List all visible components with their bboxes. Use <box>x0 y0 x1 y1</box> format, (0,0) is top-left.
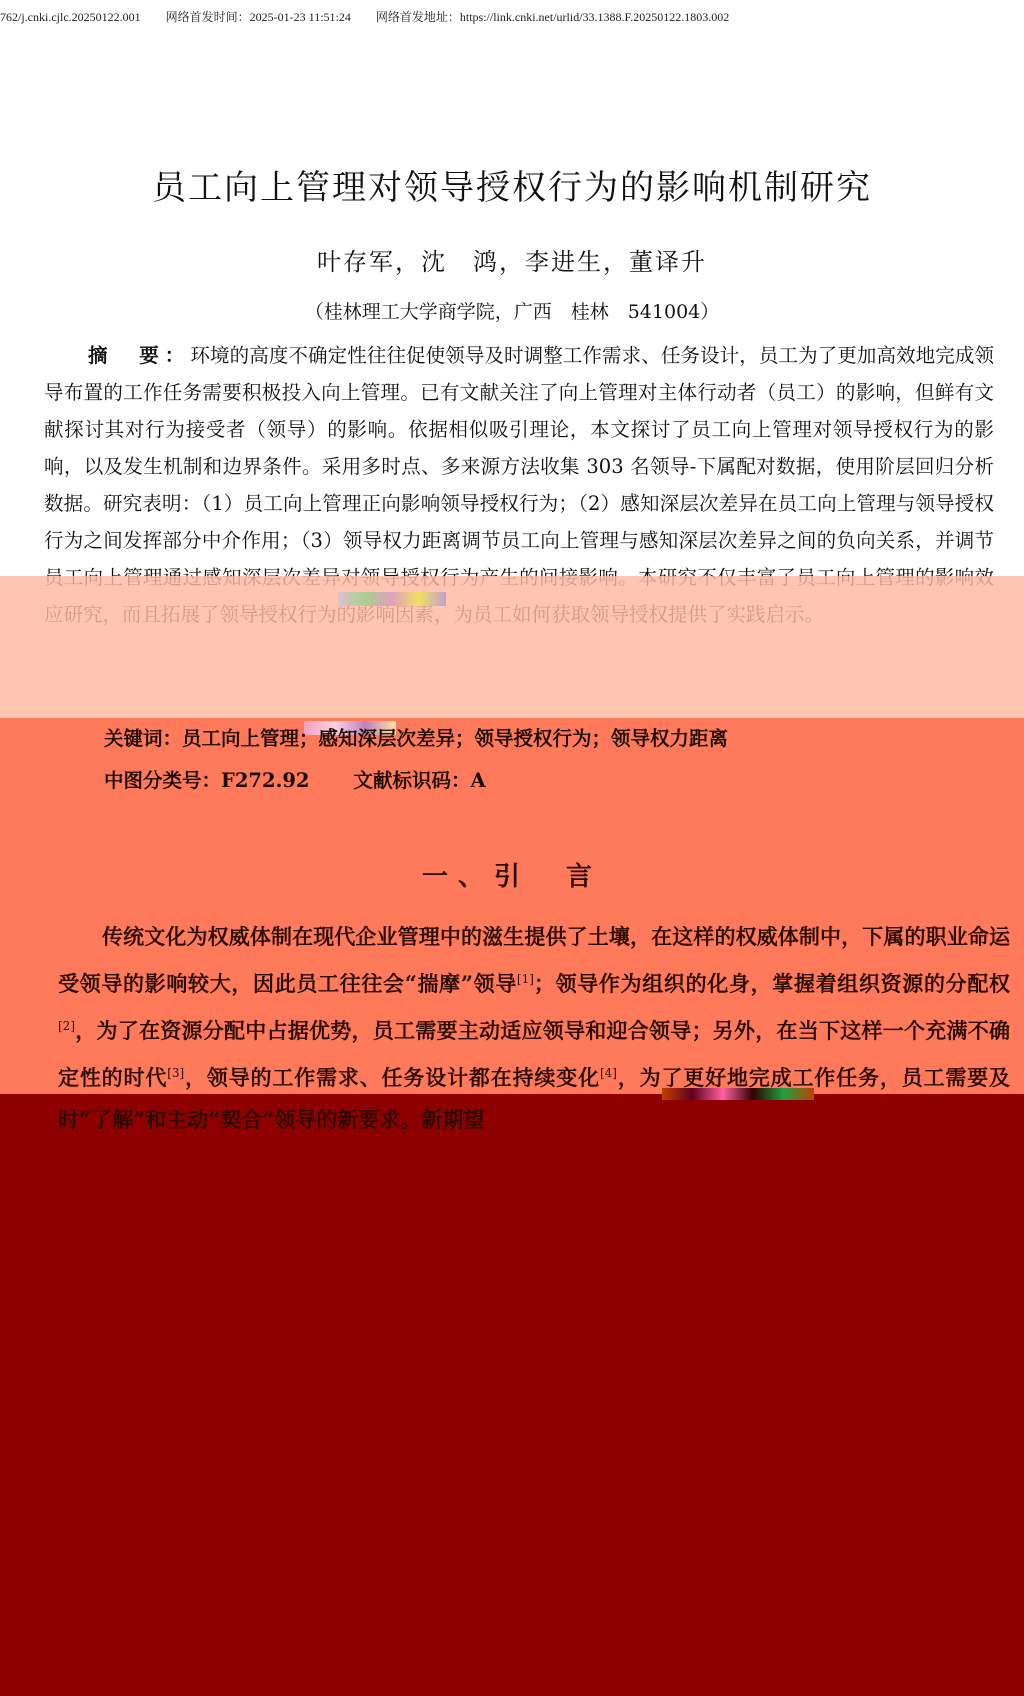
abstract-text: 环境的高度不确定性往往促使领导及时调整工作需求、任务设计，员工为了更加高效地完成领导布置的工作任务需要积极投入向上管理。已有文献关注了向上管理对主体行动者（员工）的影响，但鲜有文献探讨其对行为接受者（领导）的影响。依据相似吸引理论，本文探讨了员工向上管理对领导授权行为的影响，以及发生机制和边界条件。采用多时点、多来源方法收集 303 名领导-下属配对数据，使用阶层回归分析数据。研究表明：（1）员工向上管理正向影响领导授权行为；（2）感知深层次差异在员工向上管理与领导授权行为之间发挥部分中介作用；（3）领导权力距离调节员工向上管理与感知深层次差异之间的负向关系，并调节 <box>44 344 994 552</box>
keywords-label: 关键词： <box>104 727 183 750</box>
intro-text-5: ，为了更好地完成工作任务，员工需要及时“了解”和主动“契合”领导的新要求。新期望 <box>58 1065 1011 1132</box>
clc-value: F272.92 <box>221 769 310 792</box>
clc-label: 中图分类号： <box>104 769 222 792</box>
citation-2: [2] <box>58 1019 75 1033</box>
pub-info-header <box>0 8 1024 28</box>
paper-title: 员工向上管理对领导授权行为的影响机制研究 <box>152 168 872 208</box>
first-pub-url: 网络首发地址：https://link.cnki.net/urlid/33.1388.F.20250122.1803.002 <box>375 10 730 24</box>
abstract-label: 摘 要： <box>88 344 191 367</box>
affiliation: （桂林理工大学商学院，广西 桂林 541004） <box>304 301 720 323</box>
section-heading-introduction: 一、引 言 <box>421 862 602 892</box>
keywords-text: 员工向上管理；感知深层次差异；领导授权行为；领导权力距离 <box>182 727 729 750</box>
doc-code-value: A <box>470 769 486 792</box>
doi-text: 762/j.cnki.cjlc.20250122.001 <box>0 10 141 24</box>
classification-line <box>104 765 486 793</box>
intro-text-4: ，领导的工作需求、任务设计都在持续变化 <box>184 1065 600 1090</box>
overlay-band-dark <box>0 1094 1024 1696</box>
intro-text-1: 传统文化为权威体制在现代企业管理中的滋生提供了土壤，在这样的权威体制中，下属的职业命运受领导的影响较大，因此员工往往会“揣摩”领导 <box>58 924 1010 996</box>
intro-text-2: ；领导作为组织的化身，掌握着组织资源的分配权 <box>533 971 1010 996</box>
citation-4: [4] <box>599 1066 617 1080</box>
glitch-strip <box>338 592 446 606</box>
author-list: 叶存军，沈 鸿，李进生，董译升 <box>317 248 707 276</box>
citation-3: [3] <box>167 1066 185 1080</box>
introduction-paragraph <box>58 916 1010 1141</box>
intro-text-3: ，为了在资源分配中占据优势，员工需要主动适应领导和迎合领导；另外，在当下这样一个充满不确定性的时代 <box>58 1018 1010 1090</box>
first-pub-time: 网络首发时间：2025-01-23 11:51:24 <box>165 10 351 24</box>
citation-1: [1] <box>516 972 534 986</box>
keywords-line <box>104 723 728 751</box>
doc-code-label: 文献标识码： <box>353 769 471 792</box>
overlay-band-light <box>0 576 1024 741</box>
